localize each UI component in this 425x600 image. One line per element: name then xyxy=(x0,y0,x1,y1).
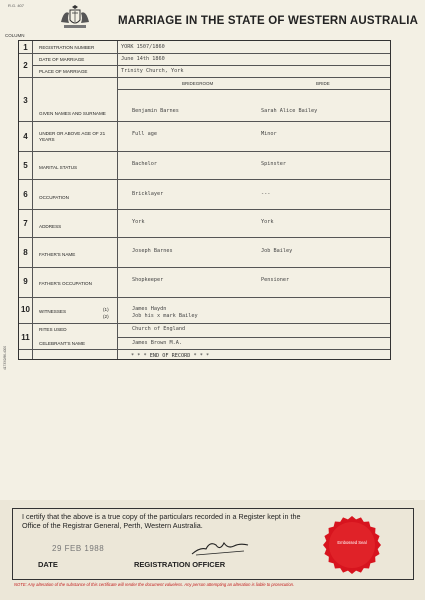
bridegroom-occupation: Bricklayer xyxy=(132,191,164,197)
bride-age: Minor xyxy=(261,131,277,137)
bridegroom-address: York xyxy=(132,219,145,225)
bride-occupation: --- xyxy=(261,191,271,197)
row-number: 8 xyxy=(23,248,28,257)
registrar-signature-icon xyxy=(190,537,250,557)
coat-of-arms-icon xyxy=(58,4,92,30)
bridegroom-age: Full age xyxy=(132,131,157,137)
bridegroom-name: Benjamin Barnes xyxy=(132,108,179,114)
field-label-occupation: OCCUPATION xyxy=(39,195,69,200)
field-value-date-of-marriage: June 14th 1860 xyxy=(121,56,165,62)
date-stamp: 29 FEB 1988 xyxy=(52,544,105,553)
alteration-note: NOTE: Any alteration of the substance of this certificate will render the document valueless. Any person attempting an alteration is liable to prosecution. xyxy=(14,582,295,587)
row-number: 6 xyxy=(23,190,28,199)
field-label-celebrant: CELEBRANT'S NAME xyxy=(39,341,86,346)
witness-mark-2: (2) xyxy=(103,314,109,319)
column-label: COLUMN xyxy=(5,33,25,38)
record-grid xyxy=(18,40,391,360)
witness-mark-1: (1) xyxy=(103,307,109,312)
row-number: 9 xyxy=(23,277,28,286)
bride-father-occupation: Pensioner xyxy=(261,277,290,283)
certification-text: I certify that the above is a true copy of the particulars recorded in a Register kept in the Office of the Registrar General, Perth, Western Australia. xyxy=(22,512,301,530)
bride-address: York xyxy=(261,219,274,225)
column-head-bride: BRIDE xyxy=(316,81,330,86)
field-label-given-names: GIVEN NAMES AND SURNAME xyxy=(39,111,106,116)
field-label-place-of-marriage: PLACE OF MARRIAGE xyxy=(39,69,88,74)
side-print-code: 41733/2/86-4000 xyxy=(3,345,7,370)
date-label: DATE xyxy=(38,560,58,569)
bride-father-name: Job Bailey xyxy=(261,248,293,254)
certificate-title: MARRIAGE IN THE STATE OF WESTERN AUSTRALIA xyxy=(118,15,419,27)
field-label-marital-status: MARITAL STATUS xyxy=(39,165,78,170)
field-label-date-of-marriage: DATE OF MARRIAGE xyxy=(39,57,85,62)
field-label-address: ADDRESS xyxy=(39,224,62,229)
row-number: 4 xyxy=(23,132,28,141)
form-code: R.G. 407 xyxy=(8,3,25,8)
rites-value: Church of England xyxy=(132,326,186,332)
field-label-registration-number: REGISTRATION NUMBER xyxy=(39,45,95,50)
registration-officer-label: REGISTRATION OFFICER xyxy=(134,560,226,569)
embossed-seal-icon xyxy=(322,515,382,575)
row-number: 5 xyxy=(23,161,28,170)
field-label-rites-used: RITES USED xyxy=(39,327,67,332)
bridegroom-marital-status: Bachelor xyxy=(132,161,157,167)
row-number: 10 xyxy=(21,305,30,314)
bridegroom-father-name: Joseph Barnes xyxy=(132,248,173,254)
witness-2: Job his x mark Bailey xyxy=(132,313,198,319)
field-label-witnesses: WITNESSES xyxy=(39,309,67,314)
celebrant-value: James Brown M.A. xyxy=(132,340,182,346)
bride-name: Sarah Alice Bailey xyxy=(261,108,318,114)
field-value-place-of-marriage: Trinity Church, York xyxy=(121,68,184,74)
column-head-bridegroom: BRIDEGROOM xyxy=(182,81,214,86)
field-label-fathers-occupation: FATHER'S OCCUPATION xyxy=(39,281,92,286)
field-value-registration-number: YORK 1507/1860 xyxy=(121,44,165,50)
row-number: 1 xyxy=(23,43,28,52)
bride-marital-status: Spinster xyxy=(261,161,286,167)
row-number: 7 xyxy=(23,219,28,228)
row-number: 3 xyxy=(23,96,28,105)
field-label-fathers-name: FATHER'S NAME xyxy=(39,252,76,257)
row-number: 11 xyxy=(21,333,30,342)
row-number: 2 xyxy=(23,61,28,70)
seal-label: Embossed Seal xyxy=(337,540,367,545)
bridegroom-father-occupation: Shopkeeper xyxy=(132,277,164,283)
field-label-age: UNDER OR ABOVE AGE OF 21 YEARS xyxy=(39,131,106,142)
end-of-record: * * * END OF RECORD * * * xyxy=(131,353,210,359)
witness-1: James Haydn xyxy=(132,306,167,312)
